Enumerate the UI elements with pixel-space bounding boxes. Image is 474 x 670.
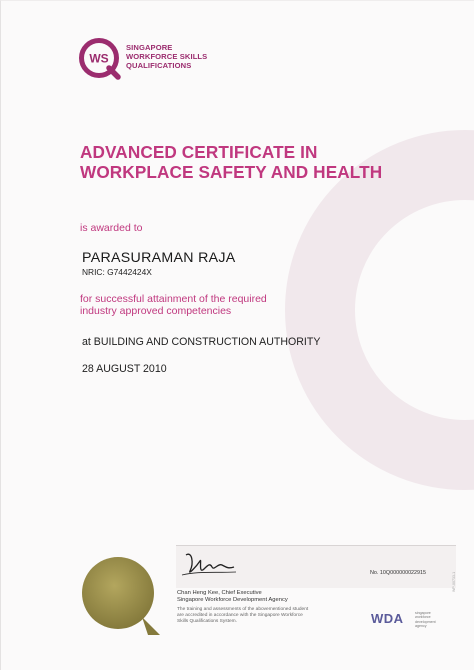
signatory-name: Chan Heng Kee, Chief Executive bbox=[177, 590, 262, 596]
wda-logo-icon: WDA bbox=[371, 611, 404, 626]
signature-icon bbox=[178, 545, 238, 585]
award-date: 28 AUGUST 2010 bbox=[82, 363, 167, 375]
attainment-statement bbox=[80, 293, 267, 317]
accreditation-footnote bbox=[177, 607, 308, 626]
logo-wordmark bbox=[126, 43, 207, 70]
title-line-2: WORKPLACE SAFETY AND HEALTH bbox=[80, 161, 383, 182]
logo-line: WORKFORCE SKILLS bbox=[126, 52, 208, 61]
footnote-line: Skills Qualifications System. bbox=[177, 619, 237, 625]
wda-line: agency bbox=[415, 623, 427, 628]
awarded-to-text: is awarded to bbox=[80, 222, 143, 234]
form-code: WP-00733-1 bbox=[452, 571, 456, 592]
attainment-line-1: for successful attainment of the required bbox=[80, 293, 267, 305]
wda-wordmark bbox=[415, 611, 436, 628]
attainment-line-2: industry approved competencies bbox=[80, 305, 232, 317]
footnote-line: The training and assessments of the abovementioned student bbox=[177, 607, 309, 612]
wda-line: workforce bbox=[415, 615, 431, 620]
venue-text: at BUILDING AND CONSTRUCTION AUTHORITY bbox=[82, 336, 321, 348]
gold-seal-icon bbox=[80, 555, 164, 639]
recipient-name: PARASURAMAN RAJA bbox=[82, 250, 236, 266]
signatory-agency: Singapore Workforce Development Agency bbox=[177, 597, 288, 604]
title-line-1: ADVANCED CERTIFICATE IN bbox=[80, 142, 318, 162]
footnote-line: are accredited in accordance with the Singapore Workforce bbox=[177, 613, 303, 619]
wsq-logo-icon bbox=[78, 37, 122, 81]
recipient-nric: NRIC: G7442424X bbox=[82, 267, 152, 277]
certificate-title bbox=[80, 143, 382, 182]
wda-line: singapore bbox=[415, 611, 431, 615]
logo-line: QUALIFICATIONS bbox=[126, 61, 192, 70]
certificate-number: No. 10Q000000022915 bbox=[370, 570, 427, 576]
logo-line: SINGAPORE bbox=[126, 43, 173, 52]
logo-mark-text: WS bbox=[89, 51, 109, 66]
signatory-block bbox=[177, 590, 288, 604]
wda-line: development bbox=[415, 619, 436, 624]
